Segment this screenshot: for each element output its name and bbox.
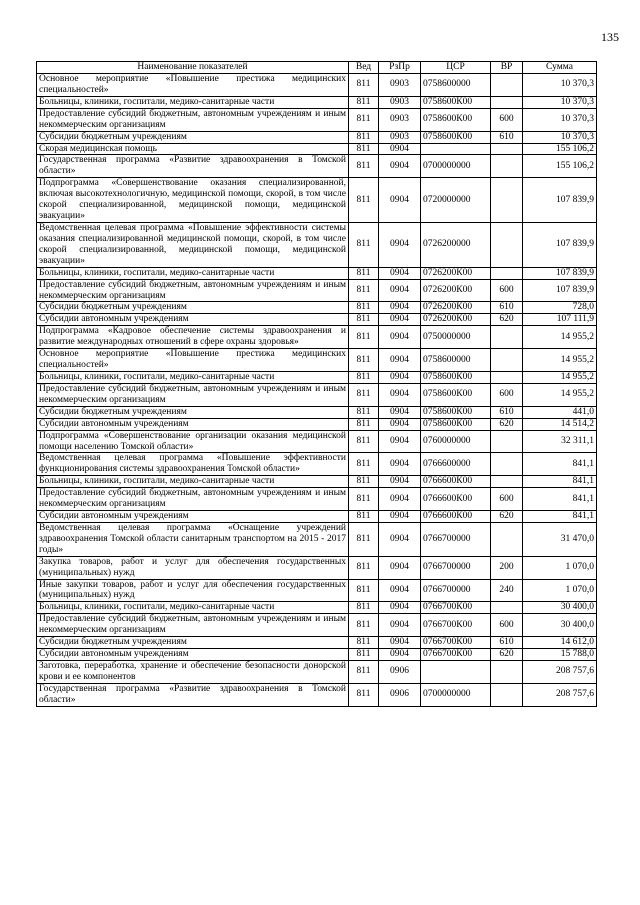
cell-rzpr: 0904 <box>379 522 421 556</box>
table-row <box>37 637 597 649</box>
cell-ved: 811 <box>349 453 379 476</box>
cell-vr: 600 <box>491 488 523 511</box>
cell-vr <box>491 371 523 383</box>
cell-csr: 0758600К00 <box>421 406 491 418</box>
cell-name: Предоставление субсидий бюджетным, автономным учреждениям и иным некоммерческим организациям <box>37 108 349 131</box>
cell-vr <box>491 453 523 476</box>
cell-ved: 811 <box>349 143 379 155</box>
cell-csr: 0726200К00 <box>421 279 491 302</box>
cell-sum: 10 370,3 <box>523 108 597 131</box>
cell-csr: 0766600К00 <box>421 488 491 511</box>
table-row <box>37 556 597 579</box>
cell-vr <box>491 178 523 223</box>
cell-vr <box>491 602 523 614</box>
cell-rzpr: 0904 <box>379 488 421 511</box>
table-row <box>37 74 597 97</box>
table-row <box>37 453 597 476</box>
cell-name: Скорая медицинская помощь <box>37 143 349 155</box>
table-row <box>37 371 597 383</box>
cell-rzpr: 0904 <box>379 511 421 523</box>
cell-ved: 811 <box>349 476 379 488</box>
cell-sum: 14 955,2 <box>523 371 597 383</box>
table-row <box>37 418 597 430</box>
cell-rzpr: 0904 <box>379 602 421 614</box>
cell-name: Субсидии бюджетным учреждениям <box>37 131 349 143</box>
cell-rzpr: 0904 <box>379 649 421 661</box>
cell-vr <box>491 476 523 488</box>
cell-rzpr: 0904 <box>379 349 421 372</box>
cell-csr: 0766700К00 <box>421 637 491 649</box>
table-row <box>37 383 597 406</box>
cell-name: Субсидии бюджетным учреждениям <box>37 302 349 314</box>
cell-ved: 811 <box>349 131 379 143</box>
cell-vr: 600 <box>491 279 523 302</box>
cell-csr: 0766600К00 <box>421 476 491 488</box>
cell-csr: 0766600К00 <box>421 511 491 523</box>
cell-ved: 811 <box>349 430 379 453</box>
table-row <box>37 430 597 453</box>
cell-ved: 811 <box>349 314 379 326</box>
cell-ved: 811 <box>349 279 379 302</box>
cell-rzpr: 0904 <box>379 279 421 302</box>
cell-name: Субсидии автономным учреждениям <box>37 314 349 326</box>
cell-csr: 0720000000 <box>421 178 491 223</box>
cell-name: Предоставление субсидий бюджетным, автономным учреждениям и иным некоммерческим организациям <box>37 383 349 406</box>
cell-rzpr: 0904 <box>379 314 421 326</box>
table-header-row <box>37 62 597 74</box>
cell-ved: 811 <box>349 349 379 372</box>
cell-name: Субсидии автономным учреждениям <box>37 418 349 430</box>
cell-rzpr: 0904 <box>379 371 421 383</box>
cell-sum: 208 757,6 <box>523 661 597 684</box>
cell-vr <box>491 155 523 178</box>
cell-name: Ведомственная целевая программа «Оснащение учреждений здравоохранения Томской области санитарным транспортом на 2015 - 2017 годы» <box>37 522 349 556</box>
cell-ved: 811 <box>349 383 379 406</box>
cell-csr: 0750000000 <box>421 326 491 349</box>
cell-vr: 200 <box>491 556 523 579</box>
cell-sum: 10 370,3 <box>523 96 597 108</box>
header-vr: ВР <box>491 62 523 74</box>
cell-sum: 107 839,9 <box>523 279 597 302</box>
cell-ved: 811 <box>349 108 379 131</box>
cell-name: Больницы, клиники, госпитали, медико-санитарные части <box>37 96 349 108</box>
cell-csr: 0700000000 <box>421 155 491 178</box>
cell-ved: 811 <box>349 488 379 511</box>
cell-vr: 620 <box>491 511 523 523</box>
cell-vr: 610 <box>491 302 523 314</box>
cell-ved: 811 <box>349 418 379 430</box>
cell-name: Больницы, клиники, госпитали, медико-санитарные части <box>37 476 349 488</box>
cell-ved: 811 <box>349 178 379 223</box>
cell-csr: 0758600К00 <box>421 418 491 430</box>
cell-ved: 811 <box>349 406 379 418</box>
cell-name: Больницы, клиники, госпитали, медико-санитарные части <box>37 602 349 614</box>
table-row <box>37 488 597 511</box>
cell-name: Предоставление субсидий бюджетным, автономным учреждениям и иным некоммерческим организациям <box>37 488 349 511</box>
cell-vr: 600 <box>491 108 523 131</box>
cell-vr <box>491 222 523 267</box>
cell-name: Больницы, клиники, госпитали, медико-санитарные части <box>37 267 349 279</box>
cell-rzpr: 0904 <box>379 326 421 349</box>
cell-name: Предоставление субсидий бюджетным, автономным учреждениям и иным некоммерческим организациям <box>37 614 349 637</box>
cell-ved: 811 <box>349 302 379 314</box>
cell-name: Подпрограмма «Кадровое обеспечение системы здравоохранения и развитие международных отношений в сфере охраны здоровья» <box>37 326 349 349</box>
cell-rzpr: 0904 <box>379 637 421 649</box>
cell-name: Подпрограмма «Совершенствование организации оказания медицинской помощи населению Томской области» <box>37 430 349 453</box>
cell-sum: 31 470,0 <box>523 522 597 556</box>
cell-sum: 208 757,6 <box>523 683 597 706</box>
cell-ved: 811 <box>349 522 379 556</box>
cell-vr <box>491 143 523 155</box>
table-row <box>37 267 597 279</box>
cell-name: Основное мероприятие «Повышение престижа медицинских специальностей» <box>37 74 349 97</box>
cell-vr: 600 <box>491 614 523 637</box>
cell-name: Иные закупки товаров, работ и услуг для обеспечения государственных (муниципальных) нужд <box>37 579 349 602</box>
cell-rzpr: 0904 <box>379 453 421 476</box>
cell-sum: 841,1 <box>523 488 597 511</box>
cell-sum: 1 070,0 <box>523 579 597 602</box>
cell-sum: 14 955,2 <box>523 326 597 349</box>
table-row <box>37 406 597 418</box>
cell-vr <box>491 326 523 349</box>
table-row <box>37 108 597 131</box>
cell-sum: 155 106,2 <box>523 155 597 178</box>
cell-sum: 14 955,2 <box>523 349 597 372</box>
cell-rzpr: 0904 <box>379 155 421 178</box>
cell-name: Субсидии бюджетным учреждениям <box>37 406 349 418</box>
cell-ved: 811 <box>349 96 379 108</box>
table-row <box>37 602 597 614</box>
cell-csr: 0758600К00 <box>421 108 491 131</box>
cell-ved: 811 <box>349 74 379 97</box>
cell-name: Субсидии автономным учреждениям <box>37 649 349 661</box>
cell-name: Больницы, клиники, госпитали, медико-санитарные части <box>37 371 349 383</box>
cell-ved: 811 <box>349 637 379 649</box>
cell-sum: 107 839,9 <box>523 267 597 279</box>
header-csr: ЦСР <box>421 62 491 74</box>
cell-ved: 811 <box>349 649 379 661</box>
table-row <box>37 511 597 523</box>
table-row <box>37 661 597 684</box>
cell-csr: 0726200К00 <box>421 314 491 326</box>
cell-rzpr: 0903 <box>379 131 421 143</box>
cell-csr <box>421 143 491 155</box>
cell-name: Заготовка, переработка, хранение и обеспечение безопасности донорской крови и ее компонентов <box>37 661 349 684</box>
cell-name: Ведомственная целевая программа «Повышение эффективности функционирования системы здравоохранения Томской области» <box>37 453 349 476</box>
table-row <box>37 349 597 372</box>
table-row <box>37 522 597 556</box>
cell-vr: 620 <box>491 649 523 661</box>
header-name: Наименование показателей <box>37 62 349 74</box>
cell-sum: 841,1 <box>523 453 597 476</box>
cell-csr: 0760000000 <box>421 430 491 453</box>
header-ved: Вед <box>349 62 379 74</box>
cell-name: Субсидии автономным учреждениям <box>37 511 349 523</box>
cell-vr: 620 <box>491 418 523 430</box>
table-row <box>37 476 597 488</box>
cell-sum: 14 514,2 <box>523 418 597 430</box>
table-row <box>37 96 597 108</box>
cell-rzpr: 0904 <box>379 178 421 223</box>
cell-name: Государственная программа «Развитие здравоохранения в Томской области» <box>37 683 349 706</box>
table-row <box>37 178 597 223</box>
table-row <box>37 649 597 661</box>
cell-csr: 0726200000 <box>421 222 491 267</box>
cell-csr: 0766700000 <box>421 556 491 579</box>
cell-sum: 107 839,9 <box>523 178 597 223</box>
cell-sum: 155 106,2 <box>523 143 597 155</box>
cell-ved: 811 <box>349 661 379 684</box>
cell-vr: 600 <box>491 383 523 406</box>
cell-vr <box>491 683 523 706</box>
cell-csr: 0766700К00 <box>421 602 491 614</box>
table-row <box>37 683 597 706</box>
table-row <box>37 155 597 178</box>
cell-rzpr: 0903 <box>379 108 421 131</box>
cell-ved: 811 <box>349 683 379 706</box>
cell-csr: 0758600К00 <box>421 131 491 143</box>
cell-ved: 811 <box>349 155 379 178</box>
cell-sum: 10 370,3 <box>523 131 597 143</box>
table-row <box>37 326 597 349</box>
table-row <box>37 279 597 302</box>
cell-ved: 811 <box>349 511 379 523</box>
cell-sum: 728,0 <box>523 302 597 314</box>
cell-sum: 1 070,0 <box>523 556 597 579</box>
cell-sum: 107 839,9 <box>523 222 597 267</box>
cell-ved: 811 <box>349 222 379 267</box>
cell-rzpr: 0904 <box>379 614 421 637</box>
table-row <box>37 314 597 326</box>
cell-vr <box>491 96 523 108</box>
cell-name: Предоставление субсидий бюджетным, автономным учреждениям и иным некоммерческим организациям <box>37 279 349 302</box>
cell-name: Подпрограмма «Совершенствование оказания специализированной, включая высокотехнологичную, медицинской помощи, скорой, в том числе скорой специализированной, медицинской помощи, медицинской эвакуации» <box>37 178 349 223</box>
table-row <box>37 579 597 602</box>
cell-ved: 811 <box>349 326 379 349</box>
cell-rzpr: 0906 <box>379 661 421 684</box>
cell-ved: 811 <box>349 267 379 279</box>
cell-ved: 811 <box>349 602 379 614</box>
cell-rzpr: 0904 <box>379 418 421 430</box>
cell-rzpr: 0904 <box>379 556 421 579</box>
cell-rzpr: 0904 <box>379 302 421 314</box>
cell-vr: 610 <box>491 637 523 649</box>
cell-csr: 0766700000 <box>421 522 491 556</box>
cell-sum: 32 311,1 <box>523 430 597 453</box>
cell-csr: 0766600000 <box>421 453 491 476</box>
cell-rzpr: 0904 <box>379 406 421 418</box>
cell-rzpr: 0904 <box>379 222 421 267</box>
cell-name: Ведомственная целевая программа «Повышение эффективности системы оказания специализированной медицинской помощи, скорой, в том числе скорой специализированной, медицинской помощи, медицинской эвакуации» <box>37 222 349 267</box>
table-row <box>37 143 597 155</box>
cell-rzpr: 0904 <box>379 143 421 155</box>
table-row <box>37 614 597 637</box>
cell-csr: 0758600К00 <box>421 96 491 108</box>
cell-name: Закупка товаров, работ и услуг для обеспечения государственных (муниципальных) нужд <box>37 556 349 579</box>
cell-rzpr: 0903 <box>379 74 421 97</box>
cell-csr: 0758600000 <box>421 74 491 97</box>
cell-sum: 441,0 <box>523 406 597 418</box>
page-number: 135 <box>601 30 619 44</box>
cell-ved: 811 <box>349 371 379 383</box>
table-row <box>37 302 597 314</box>
cell-csr: 0766700000 <box>421 579 491 602</box>
cell-name: Субсидии бюджетным учреждениям <box>37 637 349 649</box>
cell-vr: 610 <box>491 406 523 418</box>
cell-ved: 811 <box>349 579 379 602</box>
cell-vr: 610 <box>491 131 523 143</box>
cell-sum: 15 788,0 <box>523 649 597 661</box>
cell-vr <box>491 349 523 372</box>
table-row <box>37 131 597 143</box>
cell-sum: 841,1 <box>523 476 597 488</box>
cell-vr <box>491 430 523 453</box>
cell-vr: 240 <box>491 579 523 602</box>
cell-rzpr: 0904 <box>379 267 421 279</box>
cell-name: Государственная программа «Развитие здравоохранения в Томской области» <box>37 155 349 178</box>
table-row <box>37 222 597 267</box>
cell-csr: 0726200К00 <box>421 302 491 314</box>
cell-csr: 0766700К00 <box>421 614 491 637</box>
cell-vr <box>491 661 523 684</box>
cell-vr <box>491 522 523 556</box>
cell-vr: 620 <box>491 314 523 326</box>
table-body <box>37 74 597 707</box>
cell-csr: 0726200К00 <box>421 267 491 279</box>
cell-csr: 0758600К00 <box>421 383 491 406</box>
cell-sum: 14 612,0 <box>523 637 597 649</box>
header-sum: Сумма <box>523 62 597 74</box>
cell-csr <box>421 661 491 684</box>
cell-sum: 841,1 <box>523 511 597 523</box>
cell-csr: 0766700К00 <box>421 649 491 661</box>
cell-csr: 0758600К00 <box>421 371 491 383</box>
cell-rzpr: 0906 <box>379 683 421 706</box>
cell-ved: 811 <box>349 614 379 637</box>
cell-rzpr: 0904 <box>379 383 421 406</box>
cell-sum: 30 400,0 <box>523 602 597 614</box>
cell-rzpr: 0903 <box>379 96 421 108</box>
cell-rzpr: 0904 <box>379 476 421 488</box>
cell-sum: 107 111,9 <box>523 314 597 326</box>
header-rzpr: РзПр <box>379 62 421 74</box>
cell-sum: 30 400,0 <box>523 614 597 637</box>
cell-ved: 811 <box>349 556 379 579</box>
cell-name: Основное мероприятие «Повышение престижа медицинских специальностей» <box>37 349 349 372</box>
cell-vr <box>491 74 523 97</box>
cell-rzpr: 0904 <box>379 579 421 602</box>
budget-table <box>36 61 597 707</box>
cell-csr: 0758600000 <box>421 349 491 372</box>
cell-csr: 0700000000 <box>421 683 491 706</box>
cell-vr <box>491 267 523 279</box>
cell-sum: 14 955,2 <box>523 383 597 406</box>
cell-sum: 10 370,3 <box>523 74 597 97</box>
cell-rzpr: 0904 <box>379 430 421 453</box>
